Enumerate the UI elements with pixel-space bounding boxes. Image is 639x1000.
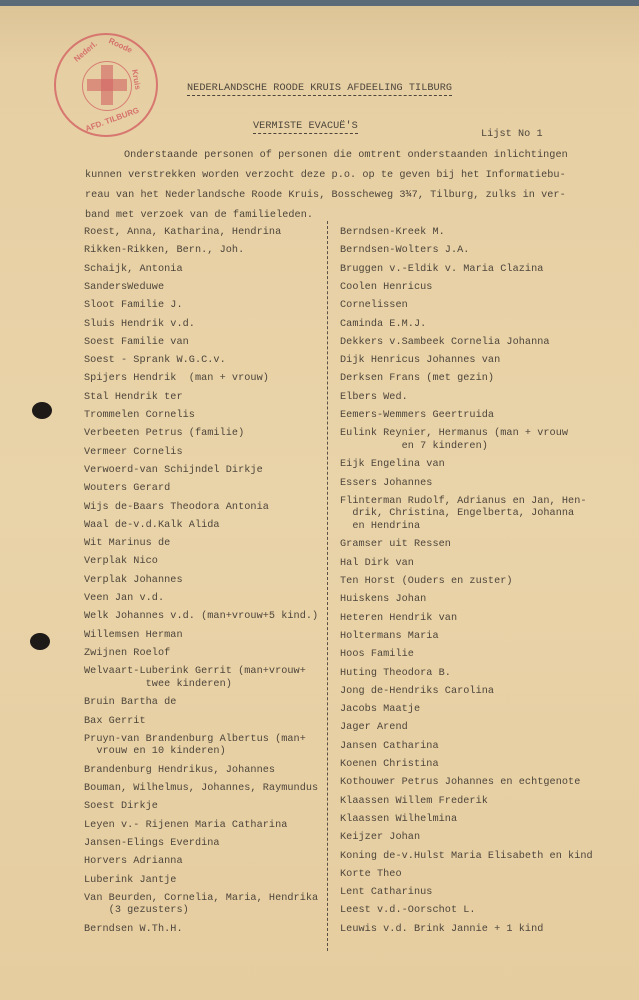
name-entry: Dijk Henricus Johannes van (340, 355, 501, 367)
name-entry: Hal Dirk van (340, 557, 414, 569)
name-entry: Jansen-Elings Everdina (84, 838, 220, 849)
list-number: Lijst No 1 (481, 129, 543, 140)
name-entry: Klaassen Willem Frederik (340, 795, 488, 807)
name-entry: Soest Dirkje (84, 801, 158, 813)
name-entry: Leyen v.- Rijenen Maria Catharina (84, 819, 288, 831)
name-entry: Sluis Hendrik v.d. (84, 318, 195, 330)
name-entry: Jacobs Maatje (340, 704, 421, 716)
name-entry: Essers Johannes (340, 477, 433, 489)
name-entry-continuation: twee kinderen) (84, 678, 232, 690)
name-entry: Eijk Engelina van (340, 459, 445, 471)
name-entry: Berndsen W.Th.H. (84, 923, 183, 935)
name-entry: Vermeer Cornelis (84, 446, 183, 458)
name-entry: Welvaart-Luberink Gerrit (man+vrouw+ (84, 666, 306, 678)
name-entry: Hoos Familie (340, 649, 414, 661)
red-cross-stamp: Nederl. Roode Kruis AFD. TILBURG (54, 33, 158, 137)
name-entry: Heteren Hendrik van (340, 612, 458, 624)
name-entry: Spijers Hendrik (man + vrouw) (84, 373, 269, 385)
name-entry: Bax Gerrit (84, 715, 146, 727)
name-entry: Keijzer Johan (340, 832, 421, 844)
name-entry: Verwoerd-van Schijndel Dirkje (84, 464, 263, 476)
name-entry: Willemsen Herman (84, 629, 183, 641)
name-entry: Kothouwer Petrus Johannes en echtgenote (340, 777, 581, 789)
name-entry-continuation: en Hendrina (340, 520, 421, 532)
name-entry: Klaassen Wilhelmina (340, 813, 458, 825)
name-entry: Holtermans Maria (340, 630, 439, 642)
name-entry: Soest - Sprank W.G.C.v. (84, 355, 226, 367)
name-entry: Huting Theodora B. (340, 667, 451, 679)
name-entry: Verplak Nico (84, 556, 158, 568)
name-entry: Bouman, Wilhelmus, Johannes, Raymundus (84, 783, 319, 795)
name-entry: Welk Johannes v.d. (man+vrouw+5 kind.) (84, 611, 319, 623)
name-entry: Koning de-v.Hulst Maria Elisabeth en kind (340, 850, 593, 862)
punch-hole (32, 402, 52, 419)
name-entry-continuation: en 7 kinderen) (340, 440, 488, 452)
name-entry: Bruggen v.-Eldik v. Maria Clazina (340, 263, 544, 275)
name-entry: Korte Theo (340, 868, 402, 880)
name-entry: Wit Marinus de (84, 538, 171, 550)
name-entry: Berndsen-Kreek M. (340, 227, 445, 238)
name-entry: Luberink Jantje (84, 874, 177, 886)
document-title: VERMISTE EVACUË'S (253, 121, 358, 132)
name-entry: Caminda E.M.J. (340, 318, 427, 330)
name-entry: Koenen Christina (340, 759, 439, 770)
punch-hole (30, 633, 50, 650)
name-entry: Ten Horst (Ouders en zuster) (340, 576, 513, 587)
name-entry: Huiskens Johan (340, 594, 427, 606)
name-entry: Stal Hendrik ter (84, 391, 183, 403)
intro-line: reau van het Nederlandsche Roode Kruis, Bosscheweg 3¾7, Tilburg, zulks in ver- (85, 190, 566, 201)
name-entry: Verbeeten Petrus (familie) (84, 428, 245, 440)
name-entry: Pruyn-van Brandenburg Albertus (man+ (84, 733, 306, 745)
name-entry: Sloot Familie J. (84, 300, 183, 312)
intro-line: kunnen verstrekken worden verzocht deze p.o. op te geven bij het Informatiebu- (85, 170, 566, 181)
name-entry: Trommelen Cornelis (84, 410, 195, 421)
name-entry-continuation: (3 gezusters) (84, 905, 189, 917)
name-entry: Roest, Anna, Katharina, Hendrina (84, 227, 282, 238)
name-entry: Van Beurden, Cornelia, Maria, Hendrika (84, 892, 319, 904)
name-entry: Cornelissen (340, 300, 408, 312)
name-entry: Horvers Adrianna (84, 856, 183, 868)
name-entry: Rikken-Rikken, Bern., Joh. (84, 245, 245, 257)
name-entry: Eulink Reynier, Hermanus (man + vrouw (340, 428, 569, 440)
name-entry: Leest v.d.-Oorschot L. (340, 905, 476, 917)
name-entry: Wouters Gerard (84, 483, 171, 495)
organization-heading: NEDERLANDSCHE ROODE KRUIS AFDEELING TILBURG (187, 83, 453, 94)
document-page (0, 6, 639, 1000)
intro-line: band met verzoek van de familieleden. (85, 210, 314, 221)
name-entry: Jong de-Hendriks Carolina (340, 685, 495, 697)
name-entry: Zwijnen Roelof (84, 647, 171, 659)
name-entry: Eemers-Wemmers Geertruida (340, 410, 495, 421)
name-entry: Jansen Catharina (340, 740, 439, 752)
name-entry: SandersWeduwe (84, 281, 165, 293)
name-entry: Coolen Henricus (340, 281, 433, 293)
intro-line: Onderstaande personen of personen die omtrent onderstaanden inlichtingen (124, 150, 568, 161)
name-entry: Waal de-v.d.Kalk Alida (84, 519, 220, 531)
name-entry: Jager Arend (340, 722, 408, 734)
name-entry: Verplak Johannes (84, 574, 183, 586)
name-entry: Veen Jan v.d. (84, 593, 165, 604)
name-entry: Dekkers v.Sambeek Cornelia Johanna (340, 336, 550, 348)
name-entry-continuation: drik, Christina, Engelberta, Johanna (340, 508, 575, 520)
name-entry: Schaijk, Antonia (84, 263, 183, 275)
name-entry: Gramser uit Ressen (340, 539, 451, 551)
name-entry: Leuwis v.d. Brink Jannie + 1 kind (340, 923, 544, 935)
name-entry: Flinterman Rudolf, Adrianus en Jan, Hen- (340, 495, 587, 507)
name-entry-continuation: vrouw en 10 kinderen) (84, 746, 226, 758)
name-entry: Berndsen-Wolters J.A. (340, 245, 470, 257)
name-entry: Lent Catharinus (340, 887, 433, 899)
name-entry: Soest Familie van (84, 336, 189, 348)
name-entry: Elbers Wed. (340, 391, 408, 403)
name-entry: Wijs de-Baars Theodora Antonia (84, 501, 269, 513)
name-entry: Bruin Bartha de (84, 697, 177, 709)
column-divider (327, 221, 328, 951)
name-entry: Derksen Frans (met gezin) (340, 373, 495, 385)
name-entry: Brandenburg Hendrikus, Johannes (84, 764, 276, 776)
